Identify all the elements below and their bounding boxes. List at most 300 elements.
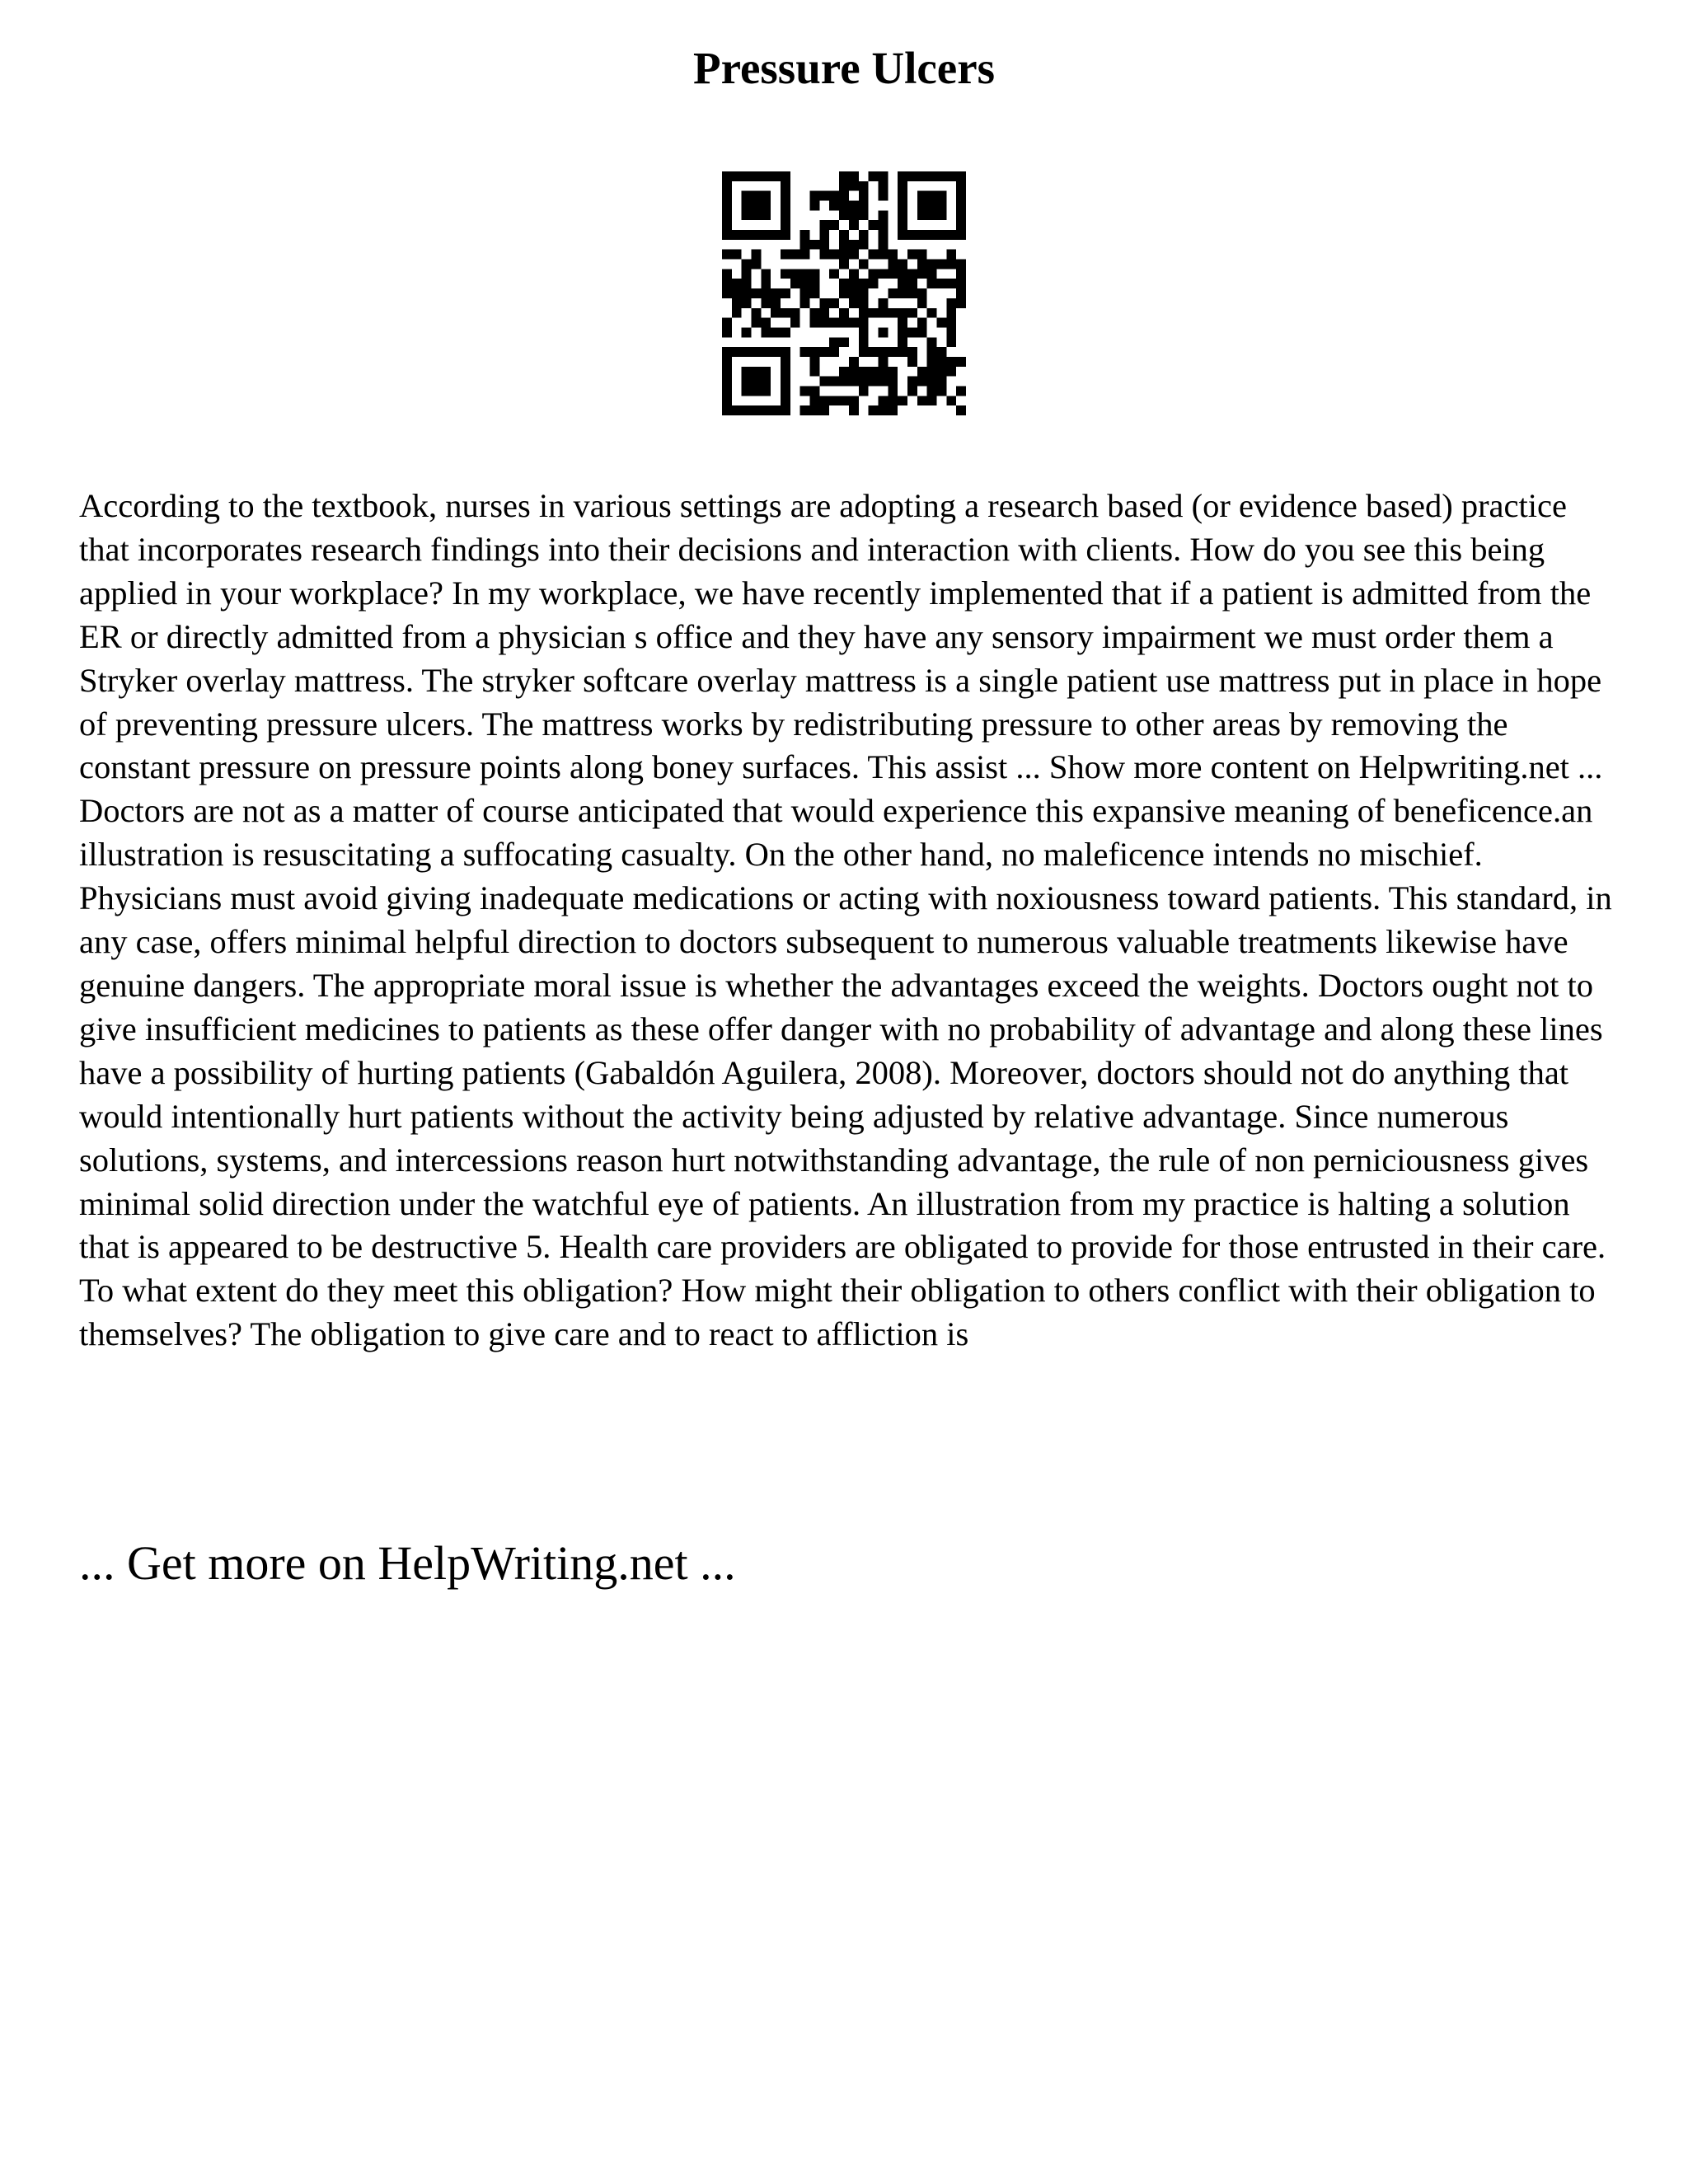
qr-module [869,405,879,415]
qr-module [829,298,839,308]
qr-module [839,181,849,191]
qr-module [888,308,898,318]
qr-module [742,327,752,337]
qr-module [878,210,888,220]
qr-module [907,327,917,337]
qr-module [859,386,869,396]
qr-module [878,181,888,191]
qr-module [829,191,839,201]
qr-module [839,377,849,387]
qr-module [878,269,888,279]
qr-module [800,250,810,260]
qr-module [839,288,849,298]
qr-module [936,367,946,377]
qr-module [771,288,781,298]
qr-module [898,181,907,191]
qr-module [917,377,927,387]
qr-module [839,318,849,328]
qr-module [946,337,956,347]
qr-module [898,337,907,347]
qr-module [819,377,829,387]
qr-module [878,220,888,230]
qr-module [907,230,917,240]
qr-module [849,357,859,367]
qr-module [752,347,762,357]
qr-module [927,210,937,220]
qr-module [849,377,859,387]
qr-module [781,308,790,318]
qr-module [810,318,820,328]
qr-module [956,191,966,201]
get-more-link[interactable]: ... Get more on HelpWriting.net ... [79,1536,736,1590]
qr-module [849,181,859,191]
qr-module [956,260,966,269]
qr-module [722,201,732,211]
qr-module [781,377,790,387]
qr-module [849,201,859,211]
qr-module [946,250,956,260]
qr-module [859,347,869,357]
qr-module [936,357,946,367]
qr-module [800,288,810,298]
qr-module [839,337,849,347]
qr-module [956,269,966,279]
qr-module [742,230,752,240]
qr-module [859,260,869,269]
qr-module [946,298,956,308]
qr-module [752,201,762,211]
qr-module [917,318,927,328]
qr-module [810,396,820,405]
qr-module [829,337,839,347]
qr-module [839,171,849,181]
qr-module [927,230,937,240]
qr-module [849,405,859,415]
qr-module [927,308,937,318]
qr-module [888,250,898,260]
qr-module [936,171,946,181]
qr-module [849,298,859,308]
qr-module [849,318,859,328]
qr-module [936,201,946,211]
qr-module [722,171,732,181]
qr-module [732,347,742,357]
qr-module [781,191,790,201]
qr-module [722,367,732,377]
qr-module [781,210,790,220]
qr-module [878,171,888,181]
qr-module [927,201,937,211]
qr-module [761,191,771,201]
qr-module [810,367,820,377]
qr-module [869,367,879,377]
qr-module [907,377,917,387]
qr-module [888,288,898,298]
qr-module [898,318,907,328]
qr-module [771,308,781,318]
qr-module [878,405,888,415]
qr-module [722,386,732,396]
qr-module [869,250,879,260]
qr-module [829,377,839,387]
qr-module [781,288,790,298]
qr-module [800,405,810,415]
qr-module [917,288,927,298]
qr-module [859,298,869,308]
qr-module [790,250,800,260]
qr-module [839,201,849,211]
qr-module [936,260,946,269]
qr-module [790,279,800,288]
qr-module [849,240,859,250]
qr-module [732,288,742,298]
qr-module [907,279,917,288]
qr-module [800,386,810,396]
qr-module [742,367,752,377]
qr-module [761,405,771,415]
qr-module [859,191,869,201]
qr-module [761,279,771,288]
qr-module [917,298,927,308]
qr-module [927,396,937,405]
qr-module [956,210,966,220]
qr-module [956,279,966,288]
qr-module [722,288,732,298]
qr-module [878,357,888,367]
qr-module [946,357,956,367]
qr-module [946,327,956,337]
qr-module [946,308,956,318]
qr-module [752,288,762,298]
qr-module [917,260,927,269]
qr-module [927,386,937,396]
qr-module [917,250,927,260]
qr-module [742,288,752,298]
qr-module [859,201,869,211]
qr-module [742,260,752,269]
qr-module [819,240,829,250]
qr-module [819,298,829,308]
qr-module [800,347,810,357]
qr-module [869,171,879,181]
qr-module [800,269,810,279]
qr-module [927,269,937,279]
qr-module [732,279,742,288]
qr-module [752,210,762,220]
qr-module [722,279,732,288]
qr-module [742,210,752,220]
qr-module [722,269,732,279]
qr-module [742,171,752,181]
qr-module [869,377,879,387]
qr-module [790,318,800,328]
qr-module [771,347,781,357]
qr-module [907,288,917,298]
qr-module [888,260,898,269]
qr-module [956,357,966,367]
qr-module [722,181,732,191]
qr-module [752,367,762,377]
qr-module [752,250,762,260]
qr-module [859,337,869,347]
qr-module [907,308,917,318]
qr-module [839,250,849,260]
qr-module [849,220,859,230]
qr-module [732,405,742,415]
qr-module [761,327,771,337]
qr-module [810,201,820,211]
qr-module [878,230,888,240]
qr-module [849,210,859,220]
qr-module [781,396,790,405]
qr-module [829,269,839,279]
qr-module [927,357,937,367]
qr-module [781,347,790,357]
qr-module [752,230,762,240]
qr-module [956,171,966,181]
qr-module [761,386,771,396]
qr-module [810,288,820,298]
qr-module [859,279,869,288]
qr-module [819,347,829,357]
qr-module [781,357,790,367]
qr-module [849,250,859,260]
qr-module [927,337,937,347]
qr-module [898,347,907,357]
qr-module [849,269,859,279]
qr-module [732,308,742,318]
qr-module [927,367,937,377]
qr-module [869,220,879,230]
qr-module [800,240,810,250]
qr-module [898,210,907,220]
qr-module [898,308,907,318]
qr-module [936,386,946,396]
qr-module [742,298,752,308]
qr-module [752,386,762,396]
qr-module [810,240,820,250]
qr-module [761,210,771,220]
qr-module [849,171,859,181]
qr-module [781,386,790,396]
qr-module [869,347,879,357]
qr-module [956,220,966,230]
qr-module [898,327,907,337]
qr-module [771,171,781,181]
qr-module [771,230,781,240]
qr-module [761,201,771,211]
qr-module [859,327,869,337]
qr-module [898,230,907,240]
qr-module [878,347,888,357]
qr-module [936,318,946,328]
qr-module [829,201,839,211]
qr-module [907,357,917,367]
qr-module [781,405,790,415]
qr-module [761,298,771,308]
qr-module [907,386,917,396]
qr-module [722,357,732,367]
qr-module [752,405,762,415]
qr-module [742,405,752,415]
qr-module [839,191,849,201]
qr-module [742,201,752,211]
qr-module [927,279,937,288]
qr-module [946,396,956,405]
qr-module [732,230,742,240]
qr-module [752,308,762,318]
qr-module [752,171,762,181]
qr-module [936,210,946,220]
qr-module [898,279,907,288]
qr-module [917,367,927,377]
qr-module [936,191,946,201]
qr-module [722,210,732,220]
qr-module [878,240,888,250]
qr-module [781,171,790,181]
qr-module [829,396,839,405]
qr-module [839,279,849,288]
qr-module [927,377,937,387]
qr-module [790,308,800,318]
qr-module [936,230,946,240]
qr-module [722,327,732,337]
qr-module [878,396,888,405]
qr-module [917,396,927,405]
qr-module [917,210,927,220]
qr-module [956,201,966,211]
qr-module [956,298,966,308]
qr-module [810,308,820,318]
qr-module [810,191,820,201]
qr-module [956,230,966,240]
qr-module [722,191,732,201]
qr-module [859,288,869,298]
qr-module [946,260,956,269]
qr-module [761,288,771,298]
qr-module [927,347,937,357]
qr-module [946,171,956,181]
qr-module [849,396,859,405]
qr-module [839,210,849,220]
qr-module [849,288,859,298]
qr-module [722,396,732,405]
qr-module [732,298,742,308]
qr-module [819,405,829,415]
qr-module [722,347,732,357]
qr-module [819,230,829,240]
qr-module [810,279,820,288]
qr-module [829,347,839,357]
qr-module [898,288,907,298]
qr-module [761,171,771,181]
qr-module [781,201,790,211]
qr-module [878,327,888,337]
qr-module [888,377,898,387]
qr-module [839,230,849,240]
qr-module [878,250,888,260]
qr-module [898,260,907,269]
qr-module [859,240,869,250]
qr-module [859,377,869,387]
qr-module [752,260,762,269]
qr-module [859,367,869,377]
qr-module [761,318,771,328]
qr-module [878,298,888,308]
qr-module [839,308,849,318]
qr-module [781,327,790,337]
qr-module [859,210,869,220]
qr-module [829,318,839,328]
qr-module [819,191,829,201]
qr-module [752,377,762,387]
qr-module [878,191,888,201]
qr-module [781,230,790,240]
qr-module [781,181,790,191]
qr-module [869,308,879,318]
qr-module [761,230,771,240]
qr-module [888,386,898,396]
qr-module [956,386,966,396]
qr-module [800,230,810,240]
qr-module [722,230,732,240]
qr-module [917,269,927,279]
qr-module [859,230,869,240]
qr-module [742,377,752,387]
qr-module [781,269,790,279]
qr-module [800,279,810,288]
qr-module [956,288,966,298]
qr-module [898,269,907,279]
qr-module [927,260,937,269]
qr-module [946,230,956,240]
qr-module [898,220,907,230]
qr-module [907,269,917,279]
qr-module [869,279,879,288]
qr-module [819,396,829,405]
qr-module [907,171,917,181]
qr-module [800,298,810,308]
qr-module [878,367,888,377]
qr-module [936,279,946,288]
qr-module [732,250,742,260]
qr-module [936,347,946,357]
qr-module [810,357,820,367]
qr-module [888,269,898,279]
qr-module [946,279,956,288]
qr-module [722,377,732,387]
qr-module [771,327,781,337]
qr-module [888,396,898,405]
body-paragraph: According to the textbook, nurses in various settings are adopting a research based (or evidence based) practice that incorporates research findings into their decisions and interaction with clients. How do you see this being applied in your workplace? In my workplace, we have recently implemented that if a patient is admitted from the ER or directly admitted from a physician s office and they have any sensory impairment we must order them a Stryker overlay mattress. The stryker softcare overlay mattress is a single patient use mattress put in place in hope of preventing pressure ulcers. The mattress works by redistributing pressure to other areas by removing the constant pressure on pressure points along boney surfaces. This assist ... Show more content on Helpwriting.net ... Doctors are not as a matter of course anticipated that would experience this expansive meaning of beneficence.an illustration is resuscitating a suffocating casualty. On the other hand, no maleficence intends no mischief. Physicians must avoid giving inadequate medications or acting with noxiousness toward patients. This standard, in any case, offers minimal helpful direction to doctors subsequent to numerous valuable treatments likewise have genuine dangers. The appropriate moral issue is whether the advantages exceed the weights. Doctors ought not to give insufficient medicines to patients as these offer danger with no probability of advantage and along these lines have a possibility of hurting patients (Gabaldón Aguilera, 2008). Moreover, doctors should not do anything that would intentionally hurt patients without the activity being adjusted by relative advantage. Since numerous solutions, systems, and intercessions reason hurt notwithstanding advantage, the rule of non perniciousness gives minimal solid direction under the watchful eye of patients. An illustration from my practice is halting a solution that is appeared to be destructive 5. Health care providers are obligated to provide for those entrusted in their care. To what extent do they meet this obligation? How might their obligation to others conflict with their obligation to themselves? The obligation to give care and to react to affliction is [79,487,1612,1353]
qr-module [819,308,829,318]
qr-module [907,347,917,357]
qr-module [819,318,829,328]
qr-module [849,367,859,377]
qr-module [849,279,859,288]
qr-module [898,201,907,211]
qr-module [742,347,752,357]
qr-module [859,308,869,318]
qr-module [810,347,820,357]
qr-module [888,367,898,377]
qr-module [839,396,849,405]
qr-module [839,367,849,377]
qr-module [810,386,820,396]
qr-module [771,298,781,308]
qr-module [761,367,771,377]
qr-module [761,269,771,279]
